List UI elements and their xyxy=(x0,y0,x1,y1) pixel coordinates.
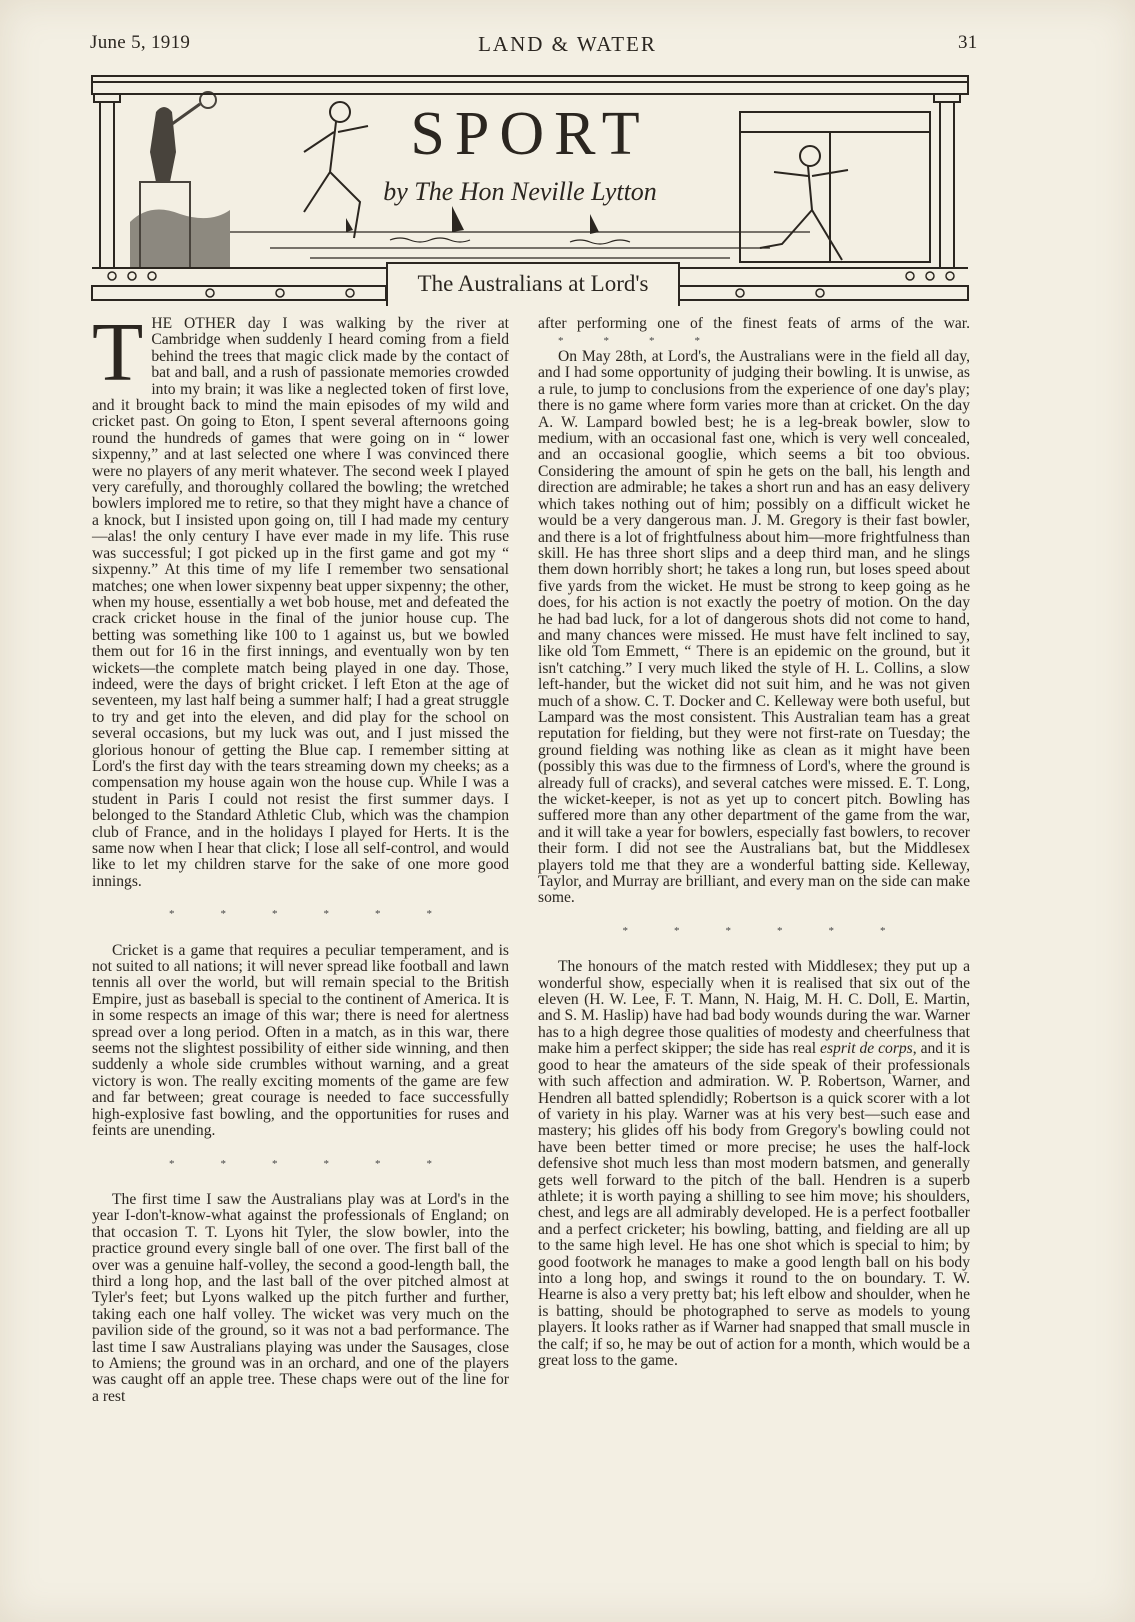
paragraph xyxy=(538,316,970,349)
banner-title: SPORT xyxy=(410,100,650,168)
page-number: 31 xyxy=(958,32,978,53)
drop-cap: T xyxy=(92,306,144,399)
paragraph: The first time I saw the Australians play was at Lord's in the year I-don't-know-what against the professionals of England; on that occasion T. T. Lyons hit Tyler, the slow bowler, into the practice ground every single ball of one over. The first ball of the over was a genuine half-volley, the second a good-length ball, the third a long hop, and the last ball of the over pitched almost at Tyler's feet; but Lyons walked up the pitch further and further, taking each one half volley. The wicket was very much on the pavilion side of the ground, so it was not a bad performance. The last time I saw Australians playing was under the Sausages, close to Amiens; the ground was in an orchard, and one of the players was caught off an apple tree. These chaps were out of the line for a rest xyxy=(92,1190,509,1405)
section-divider: * * * * * * xyxy=(169,908,432,921)
article-subtitle: The Australians at Lord's xyxy=(386,262,680,306)
paragraph xyxy=(538,959,970,1369)
paragraph: On May 28th, at Lord's, the Australians were in the field all day, and I had some opportunity of judging their bowling. It is unwise, as a rule, to jump to conclusions from the experience of one day's play; there is no game where form varies more than at cricket. On the day A. W. Lampard bowled best; he is a leg-break bowler, slow to medium, with an occasional fast one, which is very well concealed, and an occasional googlie, which seems a bit too obvious. Considering the amount of spin he gets on the ball, his length and direction are admirable; he takes a short run and has an easy delivery which takes nothing out of him; possibly on a difficult wicket he would be a very dangerous man. J. M. Gregory is their fast bowler, and there is a lot of frightfulness about him—more frightfulness than skill. He has three short slips and a deep third man, and he slings them down horribly short; he takes a long run, but loses speed about five yards from the wicket. He must be strong to keep going as he does, for his action is not exactly the poetry of motion. On the day he had bad luck, for a lot of dangerous shots did not come to hand, and many chances were missed. He must have felt inclined to say, like old Tom Emmett, “ There is an epidemic on the ground, but it isn't catching.” I very much liked the style of H. L. Collins, a slow left-hander, but the wicket did not suit him, and he was not given much of a show. C. T. Docker and C. Kelleway were both useful, but Lampard was the most consistent. This Australian team has a great reputation for fielding, but they were not first-rate on Tuesday; the ground fielding was nothing like as clean as it might have been (possibly this was due to the firmness of Lord's, where the ground is already full of cracks), and several catches were missed. E. T. Long, the wicket-keeper, is not as yet up to concert pitch. Bowling has suffered more than any other department of the game from the war, and it will take a year for bowlers, especially fast bowlers, to recover their form. I did not see the Australians bat, but the Middlesex players told me that they are a wonderful batting side. Kelleway, Taylor, and Murray are brilliant, and every man on the side can make some. xyxy=(538,348,970,907)
banner-top-frieze xyxy=(92,76,968,94)
paragraph-text: , and it is good to hear the amateurs of the side speak of their professionals with such affection and admiration. W. P. Robertson, Warner, and Hendren all batted splendidly; Robertson is a quick scorer with a lot of variety in his play. Warner was at his very best—such ease and mastery; his glides off his body from Gregory's bowling could not have been better timed or more precise; he uses the half-lock defensive shot much less than most modern batsmen, and generally gets well forward to the pitch of the ball. Hendren is a superb athlete; it is worth paying a shilling to see him move; his shoulders, chest, and legs are all admirably developed. He is a perfect footballer and a perfect cricketer; his bowling, batting, and fielding are all up to the same high level. He has one shot which is special to him; by good footwork he manages to make a good length ball on his body into a long hop, and swings it round to the on boundary. T. W. Hearne is also a very pretty bat; his left elbow and shoulder, when he is batting, should be photographed to serve as models to young players. It looks rather as if Warner had snapped that small muscle in the calf; if so, he may be out of action for a month, which would be a great loss to the game. xyxy=(538,1040,970,1369)
publication-title: LAND & WATER xyxy=(478,32,657,56)
article-column-left xyxy=(92,306,509,1405)
banner-byline: by The Hon Neville Lytton xyxy=(383,177,657,206)
section-divider: * * * * * * xyxy=(169,1157,432,1170)
article-column-right xyxy=(538,316,970,1369)
issue-date: June 5, 1919 xyxy=(90,32,191,53)
sailboat-illustration xyxy=(346,206,599,234)
section-divider: * * * * * * xyxy=(622,924,886,937)
paragraph-text: The honours of the match rested with Middlesex; they put up a wonderful show, especially when it is realised that six out of the eleven (H. W. Lee, F. T. Mann, N. Haig, M. H. C. Doll, E. Martin, and S. M. Haslip) have had bad body wounds during the war. Warner has to a high degree those qualities of modesty and cheerfulness that make him a perfect skipper; the side has real xyxy=(538,958,970,1058)
section-divider: * * * * xyxy=(558,334,700,347)
statue-illustration xyxy=(130,92,230,268)
paragraph xyxy=(92,306,509,890)
paragraph-text: after performing one of the finest feats of arms of the war. xyxy=(538,315,970,332)
runner-illustration xyxy=(304,102,368,238)
runner-illustration xyxy=(740,112,930,262)
paragraph: Cricket is a game that requires a peculiar temperament, and is not suited to all nations; it will never spread like football and lawn tennis all over the world, but will remain special to the British Empire, just as baseball is special to the continent of America. It is in some respects an image of this war; there is need for alertness spread over a long period. Often in a match, as in this war, there seems not the slightest possibility of either side winning, and then suddenly a whole side crumbles without warning, and a great victory is won. The really exciting moments of the game are few and far between; great courage is needed to face successfully high-explosive fast bowling, and the opportunities for ruses and feints are unending. xyxy=(92,941,509,1140)
paragraph-text: HE OTHER day I was walking by the river at Cambridge when suddenly I heard coming from a field behind the trees that magic click made by the contact of bat and ball, and a rush of passionate memories crowded into my brain; it was like a neglected token of first love, and it brought back to mind the main episodes of my wild and cricket past. On going to Eton, I spent several afternoons going round the hundreds of games that were going on in “ lower sixpenny,” and at last selected one where I was convinced there were no players of any merit whatever. The second week I played very carefully, and thoroughly collared the bowling; the wretched bowlers implored me to retire, so that they might have a chance of a knock, but I insisted upon going on, till I had made my century—alas! the only century I have ever made in my life. This ruse was successful; I got picked up in the first game and got my “ sixpenny.” At this time of my life I remember two sensational matches; one when lower sixpenny beat upper sixpenny; the other, when my house, essentially a wet bob house, met and defeated the crack cricket house in the final of the junior house cup. The betting was something like 100 to 1 against us, but we bowled them out for 16 in the first innings, and eventually won by ten wickets—the complete match being played in one day. Those, indeed, were the days of bright cricket. I left Eton at the age of seventeen, my last half being a summer half; I had a great struggle to try and get into the eleven, and did play for the school on several occasions, but my luck was out, and I just missed the glorious honour of getting the Blue cap. I remember sitting at Lord's the first day with the tears streaming down my cheeks; as a compensation my house again won the house cup. While I was a student in Paris I could not resist the first summer days. I belonged to the Standard Athletic Club, which was the champion club of France, and in the holidays I played for Herts. It is the same now when I hear that click; I lose all self-control, and would like to let my children starve for the sake of one more good innings. xyxy=(92,315,509,890)
italic-phrase: esprit de corps xyxy=(820,1040,913,1058)
